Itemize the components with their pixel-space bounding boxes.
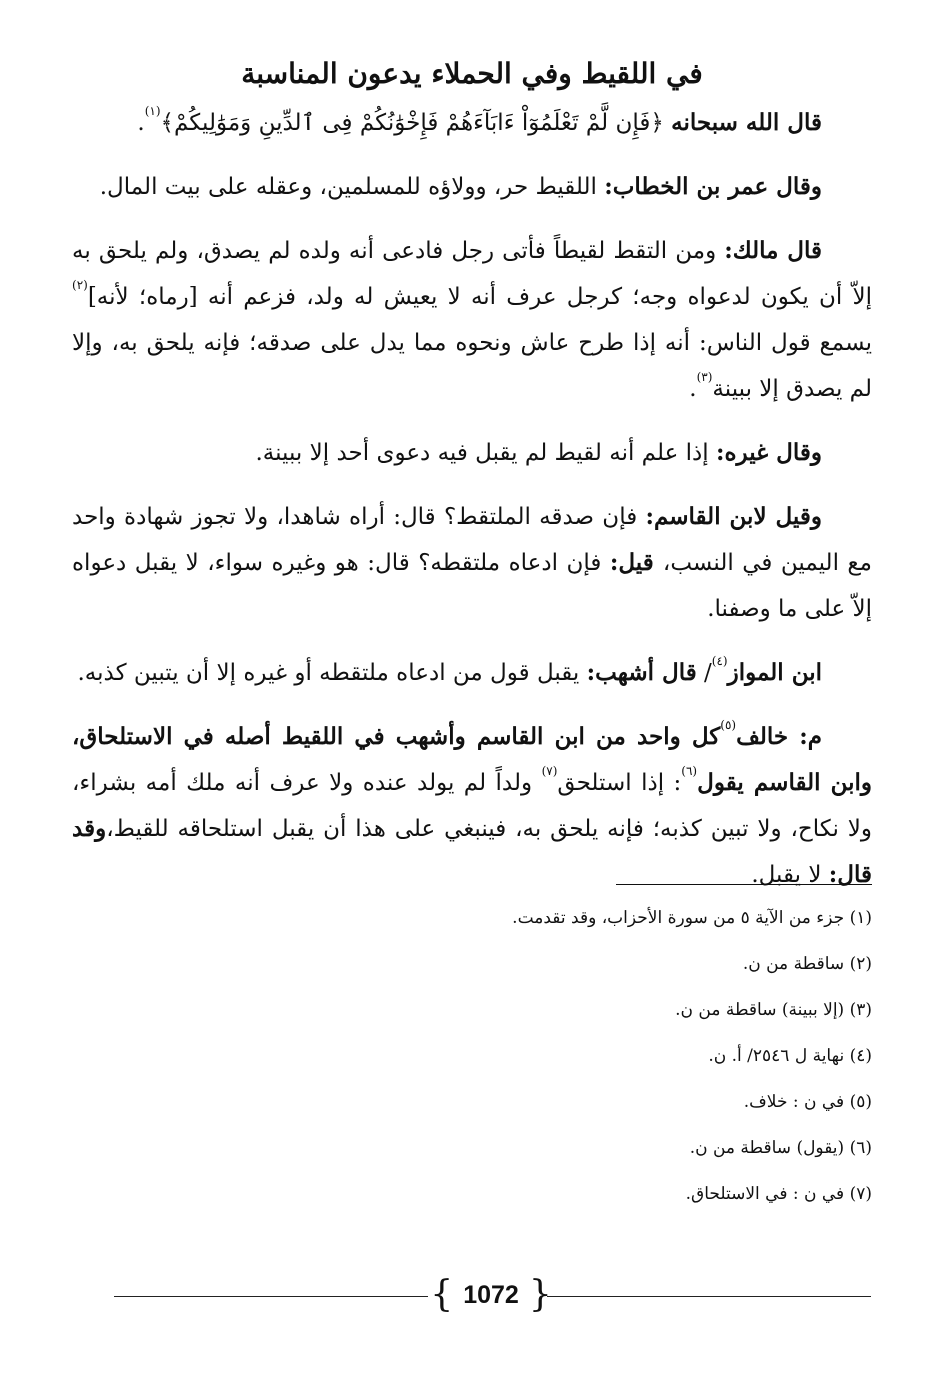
paragraph-7-text-4: لا يقبل. bbox=[751, 862, 829, 888]
paragraph-3-lead: قال مالك: bbox=[724, 237, 822, 264]
paragraph-5-lead-2: قيل: bbox=[609, 549, 663, 576]
paragraph-6 bbox=[72, 650, 872, 696]
footnote-separator bbox=[616, 884, 872, 885]
footnote-ref-5: (٥) bbox=[720, 718, 737, 733]
footnotes-list bbox=[72, 906, 872, 1228]
footnote-ref-1: (١) bbox=[144, 104, 161, 119]
footnote-ref-3: (٣) bbox=[696, 370, 713, 385]
paragraph-7-text-3: ولداً لم يولد عنده ولا عرف أنه ملك أمه بشراء، ولا نكاح، ولا تبين كذبه؛ فإنه يلحق به، فينبغي على هذا أن يقبل استلحاقه للقيط، bbox=[72, 770, 872, 842]
left-brace-icon: { bbox=[430, 1274, 454, 1315]
paragraph-3-tail: . bbox=[689, 376, 697, 402]
paragraph-1 bbox=[72, 100, 872, 146]
right-brace-icon: } bbox=[528, 1274, 552, 1315]
paragraph-1-tail: . bbox=[137, 110, 145, 136]
paragraph-7-text-2: : إذا استلحق bbox=[557, 770, 682, 796]
footnote-4: (٤) نهاية ل ٢٥٤٦/ أ. ن. bbox=[708, 1046, 872, 1066]
paragraph-7-lead-2: كل واحد من ابن القاسم وأشهب في اللقيط أصله في الاستلحاق، وابن القاسم يقول bbox=[72, 723, 873, 796]
paragraph-6-text: / bbox=[696, 660, 712, 686]
paragraph-3-text: ومن التقط لقيطاً فأتى رجل فادعى أنه ولده لم يصدق، ولم يلحق به إلاّ أن يكون لدعواه وجه؛ كرجل عرف أنه لا يعيش له ولد، فزعم أنه [رماه؛ لأنه] bbox=[72, 238, 872, 310]
paragraph-7 bbox=[72, 714, 872, 898]
paragraph-7-lead: م: خالف bbox=[736, 723, 822, 750]
paragraph-3 bbox=[72, 228, 872, 412]
footnote-7: (٧) في ن : في الاستلحاق. bbox=[685, 1184, 872, 1204]
paragraph-1-text: ﴿فَإِن لَّمْ تَعْلَمُوٓاْ ءَابَآءَهُمْ فَإِخْوَٰنُكُمْ فِى ٱلدِّينِ وَمَوَٰلِيكُمْ﴾ bbox=[160, 110, 672, 136]
paragraph-2-lead: وقال عمر بن الخطاب: bbox=[604, 173, 822, 200]
footnote-2: (٢) ساقطة من ن. bbox=[742, 954, 872, 974]
page-number-frame bbox=[432, 1272, 550, 1318]
paragraph-5-lead: وقيل لابن القاسم: bbox=[645, 503, 822, 530]
paragraph-2-text: اللقيط حر، وولاؤه للمسلمين، وعقله على بيت المال. bbox=[99, 174, 605, 200]
page-rule-left bbox=[114, 1296, 428, 1297]
paragraph-5-text-2: فإن ادعاه ملتقطه؟ قال: هو وغيره سواء، لا يقبل دعواه إلاّ على ما وصفنا. bbox=[72, 550, 872, 622]
paragraph-4-text: إذا علم أنه لقيط لم يقبل فيه دعوى أحد إلا ببينة. bbox=[255, 440, 716, 466]
footnote-ref-7: (٧) bbox=[541, 764, 558, 779]
paragraph-5 bbox=[72, 494, 872, 632]
paragraph-7-lead-3: وقد قال: bbox=[72, 815, 872, 888]
paragraph-2 bbox=[72, 164, 872, 210]
paragraph-6-lead-2: قال أشهب: bbox=[586, 659, 697, 686]
page-rule-right bbox=[547, 1296, 871, 1297]
paragraph-6-text-2: يقبل قول من ادعاه ملتقطه أو غيره إلا أن يتبين كذبه. bbox=[77, 660, 587, 686]
footnote-1: (١) جزء من الآية ٥ من سورة الأحزاب، وقد تقدمت. bbox=[512, 908, 872, 928]
page-number-bar bbox=[114, 1270, 871, 1322]
paragraph-6-lead: ابن المواز bbox=[727, 659, 822, 686]
body-text bbox=[72, 100, 872, 916]
paragraph-1-lead: قال الله سبحانه bbox=[671, 109, 822, 136]
footnote-ref-6: (٦) bbox=[681, 764, 698, 779]
footnote-ref-4: (٤) bbox=[711, 654, 728, 669]
paragraph-3-text-2: يسمع قول الناس: أنه إذا طرح عاش ونحوه مما يدل على صدقه؛ فإنه يلحق به، وإلا لم يصدق إلا ببينة bbox=[72, 330, 872, 402]
footnote-ref-2: (٢) bbox=[72, 278, 88, 293]
paragraph-4 bbox=[72, 430, 872, 476]
page-number: 1072 bbox=[463, 1281, 519, 1309]
paragraph-4-lead: وقال غيره: bbox=[715, 439, 822, 466]
paragraph-5-text: فإن صدقه الملتقط؟ قال: أراه شاهدا، ولا تجوز شهادة واحد مع اليمين في النسب، bbox=[72, 504, 872, 576]
footnote-6: (٦) (يقول) ساقطة من ن. bbox=[689, 1138, 872, 1158]
footnote-3: (٣) (إلا ببينة) ساقطة من ن. bbox=[675, 1000, 872, 1020]
page-title: في اللقيط وفي الحملاء يدعون المناسبة bbox=[241, 57, 703, 90]
footnote-5: (٥) في ن : خلاف. bbox=[743, 1092, 872, 1112]
